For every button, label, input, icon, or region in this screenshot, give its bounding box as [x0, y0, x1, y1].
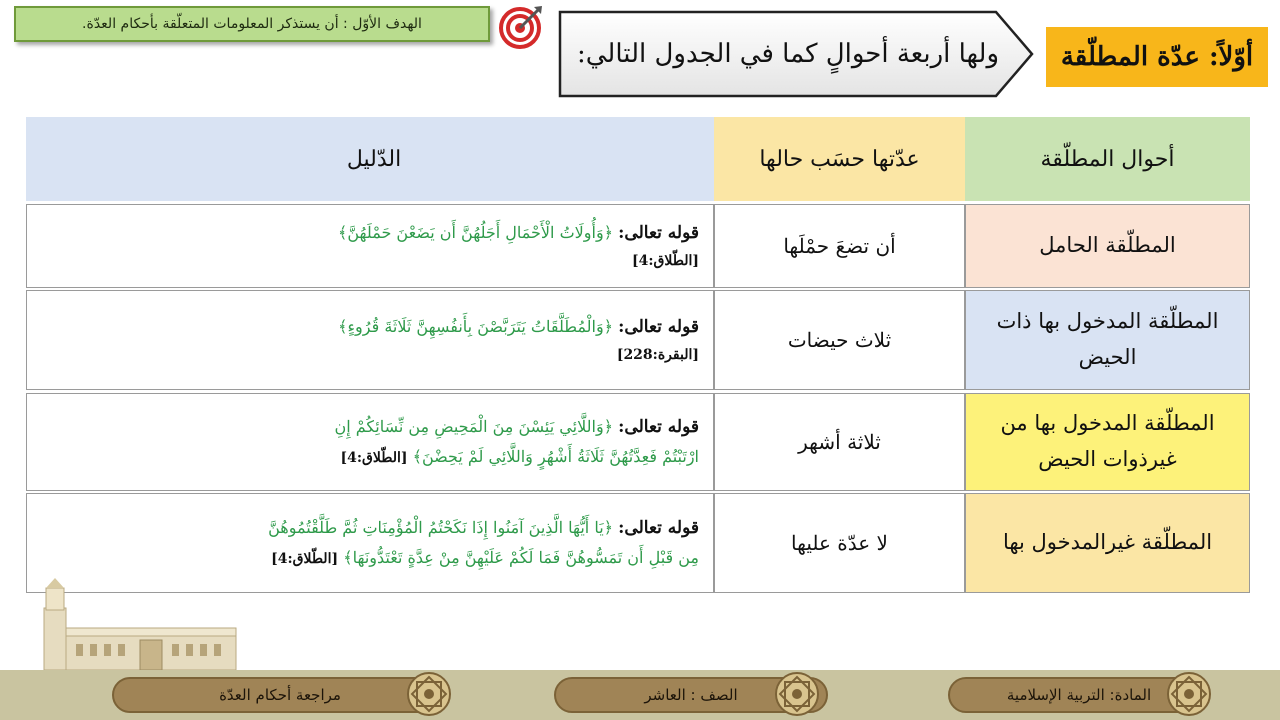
row-4-iddah: لا عدّة عليها: [714, 493, 965, 593]
row-2-verse: ﴿وَالْمُطَلَّقَاتُ يَتَرَبَّصْنَ بِأَنفُسِهِنَّ ثَلَاثَةَ قُرُوءٍ﴾: [338, 317, 614, 337]
row-2-iddah: ثلاث حيضات: [714, 290, 965, 390]
footer-lesson-text: مراجعة أحكام العدّة: [219, 686, 341, 704]
row-3-verse: ﴿وَاللَّائِي يَئِسْنَ مِنَ الْمَحِيضِ مِن نِّسَائِكُمْ إِنِ: [334, 417, 614, 437]
footer-subject-text: المادة: التربية الإسلامية: [1006, 686, 1152, 704]
objective-text: الهدف الأوّل : أن يستذكر المعلومات المتعلّقة بأحكام العدّة.: [82, 16, 422, 32]
row-1-iddah: أن تضعَ حمْلَها: [714, 204, 965, 288]
row-2-proof: [26, 290, 714, 390]
header-states: أحوال المطلّقة: [965, 117, 1250, 201]
footer-grade-text: الصف : العاشر: [644, 686, 738, 704]
ornament-icon: [774, 671, 820, 717]
row-2-reference: [البقرة:228]: [616, 346, 699, 363]
row-4-verse: ﴿يَا أَيُّهَا الَّذِينَ آمَنُوا إِذَا نَكَحْتُمُ الْمُؤْمِنَاتِ ثُمَّ طَلَّقْتُمُوهُنَّ: [268, 518, 614, 538]
row-3-proof: [26, 393, 714, 491]
intro-text: ولها أربعة أحوالٍ كما في الجدول التالي:: [576, 39, 1000, 69]
header-proof-label: الدّليل: [346, 146, 402, 172]
row-3-iddah: ثلاثة أشهر: [714, 393, 965, 491]
objective-banner: [14, 6, 490, 42]
row-1-proof-label: قوله تعالى:: [618, 223, 699, 244]
row-3-state: المطلّقة المدخول بها من غيرذوات الحيض: [965, 393, 1250, 491]
footer-lesson: [112, 677, 448, 713]
row-4-proof-label: قوله تعالى:: [618, 518, 699, 539]
row-4-state: المطلّقة غيرالمدخول بها: [965, 493, 1250, 593]
row-1-proof: [26, 204, 714, 288]
ornament-icon: [406, 671, 452, 717]
row-3-verse-line: [37, 412, 699, 443]
row-2-state: المطلّقة المدخول بها ذات الحيض: [965, 290, 1250, 390]
row-3-verse-cont: ارْتَبْتُمْ فَعِدَّتُهُنَّ ثَلَاثَةُ أَشْهُرٍ وَاللَّائِي لَمْ يَحِضْنَ﴾: [412, 446, 699, 466]
header-proof: [26, 117, 714, 201]
header-iddah: عدّتها حسَب حالها: [714, 117, 965, 201]
row-2-verse-line: [37, 312, 699, 343]
row-1-verse: ﴿وَأُولَاتُ الْأَحْمَالِ أَجَلُهُنَّ أَن يَضَعْنَ حَمْلَهُنَّ﴾: [337, 223, 614, 243]
target-icon: [498, 4, 544, 50]
row-3-proof-label: قوله تعالى:: [618, 417, 699, 438]
ornament-icon: [1166, 671, 1212, 717]
row-1-verse-line: [37, 218, 699, 249]
row-4-reference: [الطّلاق:4]: [271, 550, 339, 567]
row-4-verse-line: [37, 513, 699, 544]
row-1-reference: [الطّلاق:4]: [631, 252, 699, 269]
row-3-reference: [الطّلاق:4]: [340, 449, 408, 466]
section-title: أوّلاً: عدّة المطلّقة: [1046, 27, 1268, 87]
row-3-verse-line-2: [37, 443, 699, 472]
row-4-verse-cont: مِن قَبْلِ أَن تَمَسُّوهُنَّ فَمَا لَكُمْ عَلَيْهِنَّ مِنْ عِدَّةٍ تَعْتَدُّونَهَا﴾: [343, 547, 699, 567]
row-2-proof-label: قوله تعالى:: [618, 317, 699, 338]
row-4-verse-line-2: [37, 544, 699, 573]
mosque-illustration: [36, 578, 244, 670]
row-1-state: المطلّقة الحامل: [965, 204, 1250, 288]
